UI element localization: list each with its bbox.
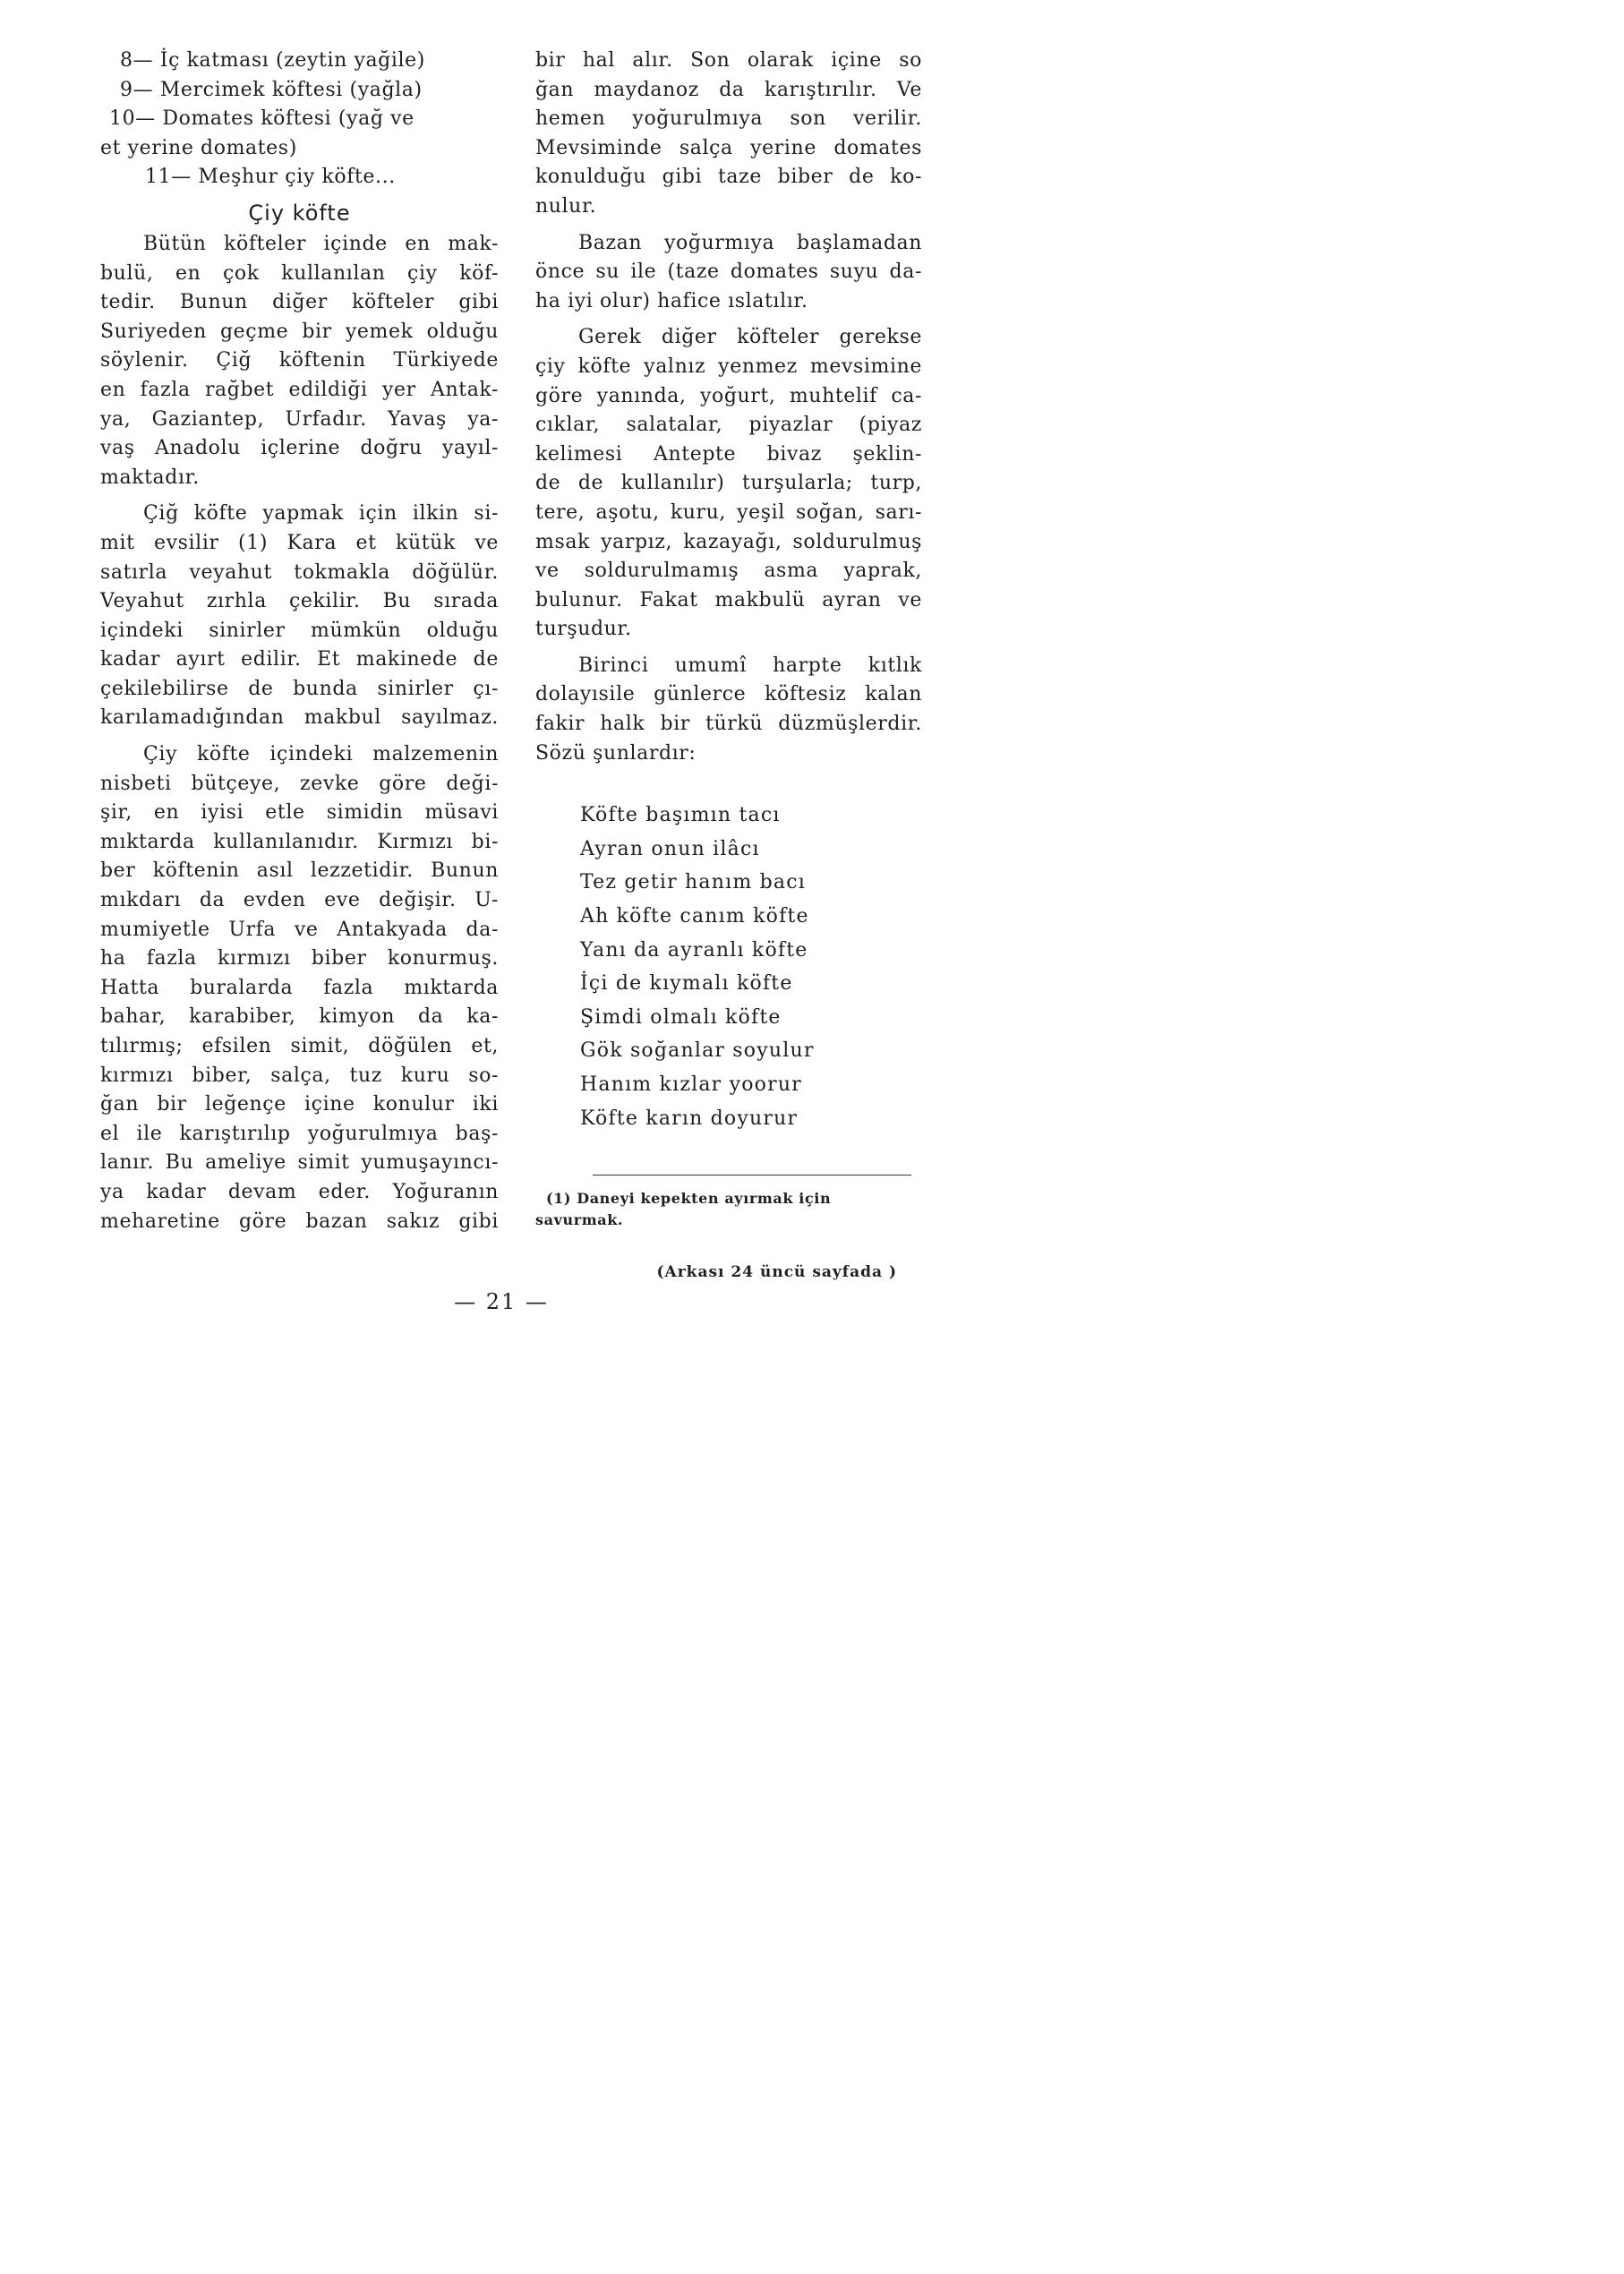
text-line: Çiğ köfte yapmak için ilkin si- [143, 502, 499, 526]
verse-line: Gök soğanlar soyulur [580, 1039, 815, 1063]
text-line: ğan bir leğençe içine konulur iki [100, 1093, 499, 1116]
text-line: lanır. Bu ameliye simit yumuşayıncı- [100, 1151, 499, 1175]
text-line: çekilebilirse de bunda sinirler çı- [100, 677, 499, 700]
text-line: mıktarda kullanılanıdır. Kırmızı bi- [100, 830, 499, 853]
right-column [535, 47, 922, 1281]
paragraph [100, 500, 499, 733]
verse-line: Tez getir hanım bacı [580, 871, 806, 894]
text-line: mumiyetle Urfa ve Antakyada da- [100, 918, 499, 941]
text-line: göre yanında, yoğurt, muhtelif ca- [535, 384, 922, 407]
text-line: Birinci umumî harpte kıtlık [578, 654, 922, 677]
text-line: fakir halk bir türkü düzmüşlerdir. [535, 713, 922, 736]
folk-song-verse [580, 799, 922, 1135]
text-line: tılırmış; efsilen simit, döğülen et, [100, 1035, 499, 1057]
list-item: 10— Domates köftesi (yağ ve [109, 107, 415, 131]
text-line: ya kadar devam eder. Yoğuranın [100, 1180, 499, 1203]
section-heading: Çiy köfte [248, 200, 351, 226]
text-line: Sözü şunlardır: [535, 741, 697, 765]
verse-line: İçi de kıymalı köfte [580, 972, 793, 996]
footnote [535, 1188, 922, 1231]
text-line: Hatta buralarda fazla mıktarda [100, 976, 499, 999]
text-line: vaş Anadolu içlerine doğru yayıl- [100, 437, 499, 460]
document-page [0, 0, 1003, 1404]
text-line: cıklar, salatalar, piyazlar (piyaz [535, 414, 922, 437]
list-item: 11— Meşhur çiy köfte... [145, 166, 396, 189]
text-line: mit evsilir (1) Kara et kütük ve [100, 531, 499, 554]
text-line: ha fazla kırmızı biber konurmuş. [100, 947, 499, 970]
text-line: bir hal alır. Son olarak içine so [535, 49, 922, 72]
continued-note: (Arkası 24 üncü sayfada ) [656, 1263, 897, 1282]
text-line: ha iyi olur) hafice ıslatılır. [535, 289, 808, 312]
text-line: Mevsiminde salça yerine domates [535, 136, 922, 159]
text-line: bulunur. Fakat makbulü ayran ve [535, 588, 922, 611]
text-line: turşudur. [535, 618, 632, 641]
page-number: — 21 — [454, 1289, 549, 1314]
text-line: satırla veyahut tokmakla döğülür. [100, 560, 499, 584]
text-line: Veyahut zırhla çekilir. Bu sırada [100, 590, 499, 613]
text-line: içindeki sinirler mümkün olduğu [100, 619, 499, 642]
verse-line: Ah köfte canım köfte [580, 905, 809, 928]
text-line: maktadır. [100, 466, 200, 489]
text-line: tere, aşotu, kuru, yeşil soğan, sarı- [535, 500, 922, 524]
text-line: çiy köfte yalnız yenmez mevsimine [535, 355, 922, 378]
verse-line: Şimdi olmalı köfte [580, 1005, 782, 1029]
text-line: meharetine göre bazan sakız gibi [100, 1210, 499, 1233]
text-line: tedir. Bunun diğer köfteler gibi [100, 291, 499, 314]
text-line: şir, en iyisi etle simidin müsavi [100, 801, 499, 825]
left-column [100, 47, 499, 1244]
text-line: bahar, karabiber, kimyon da ka- [100, 1005, 499, 1029]
text-line: ya, Gaziantep, Urfadır. Yavaş ya- [100, 407, 499, 431]
text-line: nisbeti bütçeye, zevke göre deği- [100, 772, 499, 795]
text-line: hemen yoğurulmıya son verilir. [535, 107, 922, 131]
list-item: 8— İç katması (zeytin yağile) [120, 49, 425, 72]
paragraph [535, 652, 922, 768]
text-line: kırmızı biber, salça, tuz kuru so- [100, 1064, 499, 1087]
paragraph [100, 740, 499, 1236]
list-item: 9— Mercimek köftesi (yağla) [120, 78, 423, 101]
text-line: karılamadığından makbul sayılmaz. [100, 706, 499, 730]
paragraph [535, 229, 922, 317]
text-line: ve soldurulmamış asma yaprak, [535, 560, 922, 583]
text-line: Çiy köfte içindeki malzemenin [143, 743, 499, 766]
text-line: ğan maydanoz da karıştırılır. Ve [535, 78, 922, 101]
text-line: en fazla rağbet edildiği yer Antak- [100, 378, 499, 401]
text-line: kelimesi Antepte bivaz şeklin- [535, 442, 922, 466]
verse-line: Köfte karın doyurur [580, 1107, 799, 1130]
text-line: dolayısile günlerce köftesiz kalan [535, 683, 922, 706]
recipe-list [100, 47, 499, 192]
verse-line: Ayran onun ilâcı [580, 837, 760, 860]
text-line: söylenir. Çiğ köftenin Türkiyede [100, 349, 499, 372]
verse-line: Köfte başımın tacı [580, 804, 781, 827]
footnote-line: savurmak. [535, 1211, 624, 1229]
text-line: Bazan yoğurmıya başlamadan [578, 231, 922, 254]
text-line: Gerek diğer köfteler gerekse [578, 326, 922, 349]
text-line: kadar ayırt edilir. Et makinede de [100, 648, 499, 671]
paragraph [100, 230, 499, 492]
text-line: önce su ile (taze domates suyu da- [535, 261, 922, 284]
list-item: et yerine domates) [100, 136, 297, 159]
text-line: bulü, en çok kullanılan çiy köf- [100, 261, 499, 285]
verse-line: Hanım kızlar yoorur [580, 1073, 802, 1096]
text-line: Suriyeden geçme bir yemek olduğu [100, 320, 499, 343]
text-line: el ile karıştırılıp yoğurulmıya baş- [100, 1122, 499, 1145]
text-line: mıkdarı da evden eve değişir. U- [100, 889, 499, 912]
text-line: de de kullanılır) turşularla; turp, [535, 472, 922, 495]
verse-line: Yanı da ayranlı köfte [580, 938, 808, 962]
text-line: konulduğu gibi taze biber de ko- [535, 166, 922, 189]
text-line: nulur. [535, 194, 597, 218]
footnote-line: (1) Daneyi kepekten ayırmak için [546, 1190, 832, 1208]
text-line: msak yarpız, kazayağı, soldurulmuş [535, 530, 922, 553]
paragraph [535, 47, 922, 222]
text-line: ber köftenin asıl lezzetidir. Bunun [100, 859, 499, 883]
text-line: Bütün köfteler içinde en mak- [143, 232, 499, 255]
paragraph [535, 323, 922, 645]
